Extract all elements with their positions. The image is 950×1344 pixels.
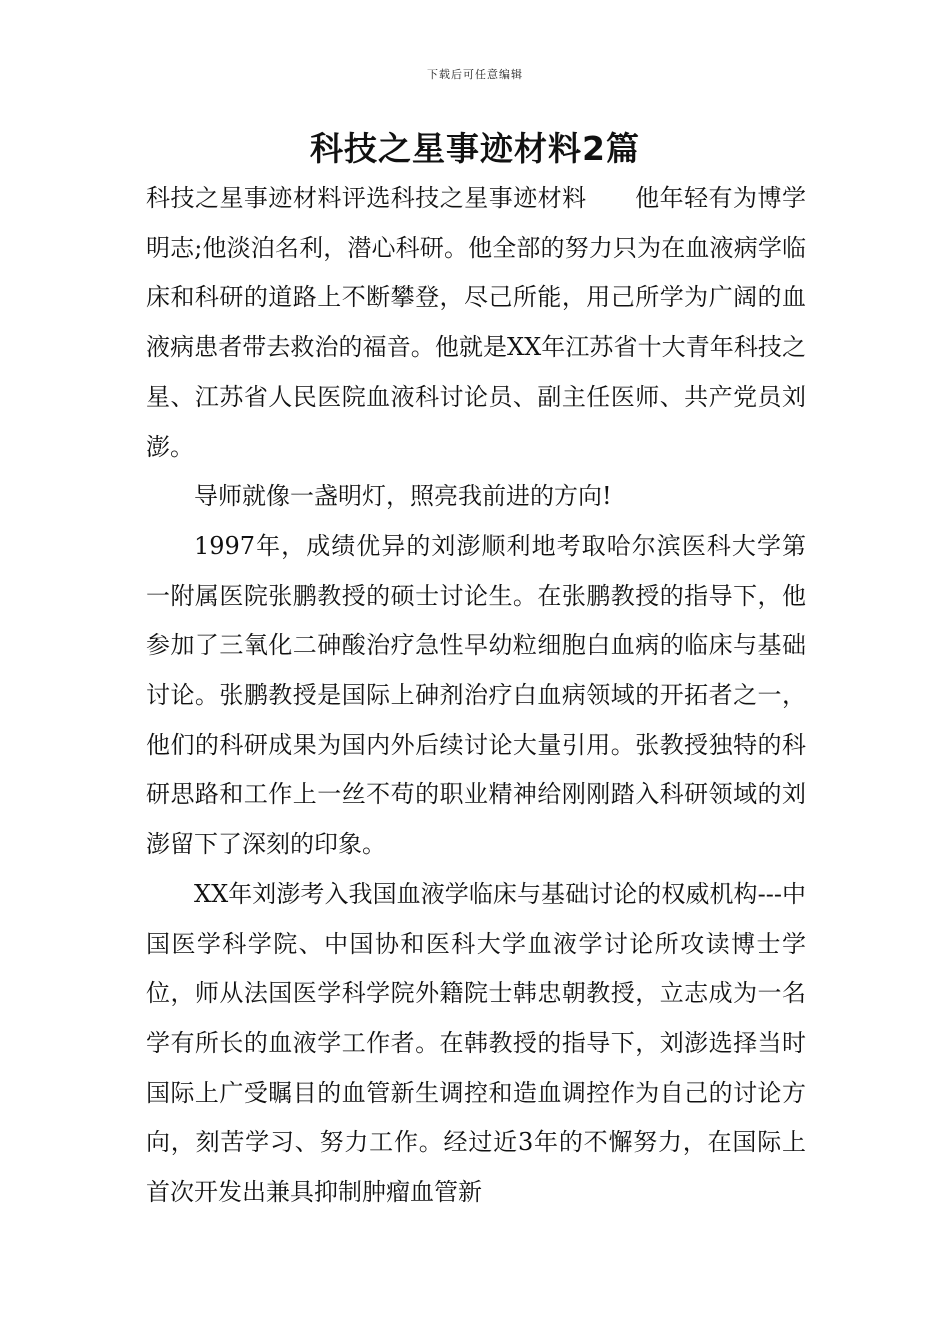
- paragraph-mentor-heading: 导师就像一盏明灯，照亮我前进的方向!: [194, 482, 612, 511]
- paragraph-intro-lead: 科技之星事迹材料评选科技之星事迹材料: [146, 184, 587, 212]
- paragraph-intro: [146, 174, 806, 472]
- document-body: [146, 174, 806, 1218]
- paragraph-doctoral-study: XX年刘澎考入我国血液学临床与基础讨论的权威机构---中国医学科学院、中国协和医科大学血液学讨论所攻读博士学位，师从法国医学科学院外籍院士韩忠朝教授，立志成为一名学有所长的血液学工作者。在韩教授的指导下，刘澎选择当时国际上广受瞩目的血管新生调控和造血调控作为自己的讨论方向，刻苦学习、努力工作。经过近3年的不懈努力，在国际上首次开发出兼具抑制肿瘤血管新: [146, 879, 806, 1207]
- paragraph-masters-study: 1997年，成绩优异的刘澎顺利地考取哈尔滨医科大学第一附属医院张鹏教授的硕士讨论生。在张鹏教授的指导下，他参加了三氧化二砷酸治疗急性早幼粒细胞白血病的临床与基础讨论。张鹏教授是国际上砷剂治疗白血病领域的开拓者之一，他们的科研成果为国内外后续讨论大量引用。张教授独特的科研思路和工作上一丝不苟的职业精神给刚刚踏入科研领域的刘澎留下了深刻的印象。: [146, 531, 806, 859]
- paragraph-intro-text: 他年轻有为博学明志;他淡泊名利，潜心科研。他全部的努力只为在血液病学临床和科研的道路上不断攀登，尽己所能，用己所学为广阔的血液病患者带去救治的福音。他就是XX年江苏省十大青年科技之星、江苏省人民医院血液科讨论员、副主任医师、共产党员刘澎。: [146, 184, 807, 461]
- document-title: 科技之星事迹材料2篇: [310, 129, 640, 168]
- header-note: 下载后可任意编辑: [427, 68, 523, 81]
